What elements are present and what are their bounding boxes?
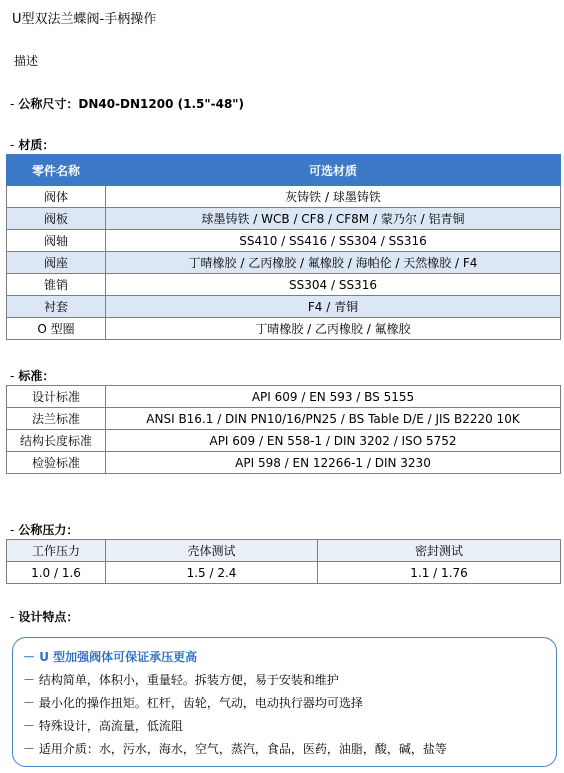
material-options: 丁晴橡胶 / 乙丙橡胶 / 氟橡胶 <box>106 318 561 340</box>
column-header: 零件名称 <box>7 155 106 186</box>
material-options: 灰铸铁 / 球墨铸铁 <box>106 186 561 208</box>
material-options: SS304 / SS316 <box>106 274 561 296</box>
page-title: U型双法兰蝶阀-手柄操作 <box>12 12 157 27</box>
part-name: 阀板 <box>7 208 106 230</box>
nominal-size-section: - 公称尺寸：DN40-DN1200 (1.5"-48") <box>10 97 245 111</box>
table-row <box>7 274 561 296</box>
table-row <box>7 408 561 430</box>
standards-section-label: - 标准： <box>10 369 55 383</box>
part-name: 阀体 <box>7 186 106 208</box>
column-header: 可选材质 <box>106 155 561 186</box>
pressure-value: 1.0 / 1.6 <box>7 562 106 584</box>
pressure-value: 1.5 / 2.4 <box>106 562 318 584</box>
standard-type: 法兰标准 <box>7 408 106 430</box>
nominal-size-label: 公称尺寸： <box>18 97 79 111</box>
column-header: 工作压力 <box>7 540 106 562</box>
standard-value: ANSI B16.1 / DIN PN10/16/PN25 / BS Table D/E / JIS B2220 10K <box>106 408 561 430</box>
table-header-row <box>7 540 561 562</box>
table-row <box>7 186 561 208</box>
feature-item: － 特殊设计，高流量，低流阻 <box>23 719 183 733</box>
part-name: O 型圈 <box>7 318 106 340</box>
table-row <box>7 452 561 474</box>
feature-item: － 结构简单，体积小，重量轻。拆装方便，易于安装和维护 <box>23 673 339 687</box>
materials-section-label: - 材质： <box>10 138 55 152</box>
material-options: F4 / 青铜 <box>106 296 561 318</box>
standards-table <box>6 385 561 474</box>
pressure-section-label: - 公称压力： <box>10 523 79 537</box>
table-row <box>7 230 561 252</box>
standard-value: API 609 / EN 593 / BS 5155 <box>106 386 561 408</box>
features-section-label: - 设计特点： <box>10 610 79 624</box>
pressure-value: 1.1 / 1.76 <box>318 562 561 584</box>
part-name: 阀座 <box>7 252 106 274</box>
material-options: SS410 / SS416 / SS304 / SS316 <box>106 230 561 252</box>
table-row <box>7 252 561 274</box>
pressure-table <box>6 539 561 584</box>
feature-item: － 最小化的操作扭矩。杠杆，齿轮，气动，电动执行器均可选择 <box>23 696 363 710</box>
standard-value: API 598 / EN 12266-1 / DIN 3230 <box>106 452 561 474</box>
description-label: 描述 <box>14 54 39 68</box>
nominal-size-value: DN40-DN1200 (1.5"-48") <box>78 97 245 111</box>
part-name: 锥销 <box>7 274 106 296</box>
column-header: 壳体测试 <box>106 540 318 562</box>
materials-table <box>6 154 561 340</box>
standard-type: 检验标准 <box>7 452 106 474</box>
feature-item: － 适用介质：水，污水，海水，空气，蒸汽，食品，医药，油脂，酸，碱，盐等 <box>23 742 447 756</box>
table-row <box>7 296 561 318</box>
table-row <box>7 318 561 340</box>
standard-type: 设计标准 <box>7 386 106 408</box>
table-row <box>7 562 561 584</box>
material-options: 丁晴橡胶 / 乙丙橡胶 / 氟橡胶 / 海帕伦 / 天然橡胶 / F4 <box>106 252 561 274</box>
table-row <box>7 208 561 230</box>
standard-type: 结构长度标准 <box>7 430 106 452</box>
table-row <box>7 386 561 408</box>
feature-headline: － U 型加强阀体可保证承压更高 <box>23 650 198 664</box>
part-name: 阀轴 <box>7 230 106 252</box>
table-row <box>7 430 561 452</box>
standard-value: API 609 / EN 558-1 / DIN 3202 / ISO 5752 <box>106 430 561 452</box>
table-header-row <box>7 155 561 186</box>
features-box <box>12 637 557 767</box>
column-header: 密封测试 <box>318 540 561 562</box>
material-options: 球墨铸铁 / WCB / CF8 / CF8M / 蒙乃尔 / 铝青铜 <box>106 208 561 230</box>
part-name: 衬套 <box>7 296 106 318</box>
